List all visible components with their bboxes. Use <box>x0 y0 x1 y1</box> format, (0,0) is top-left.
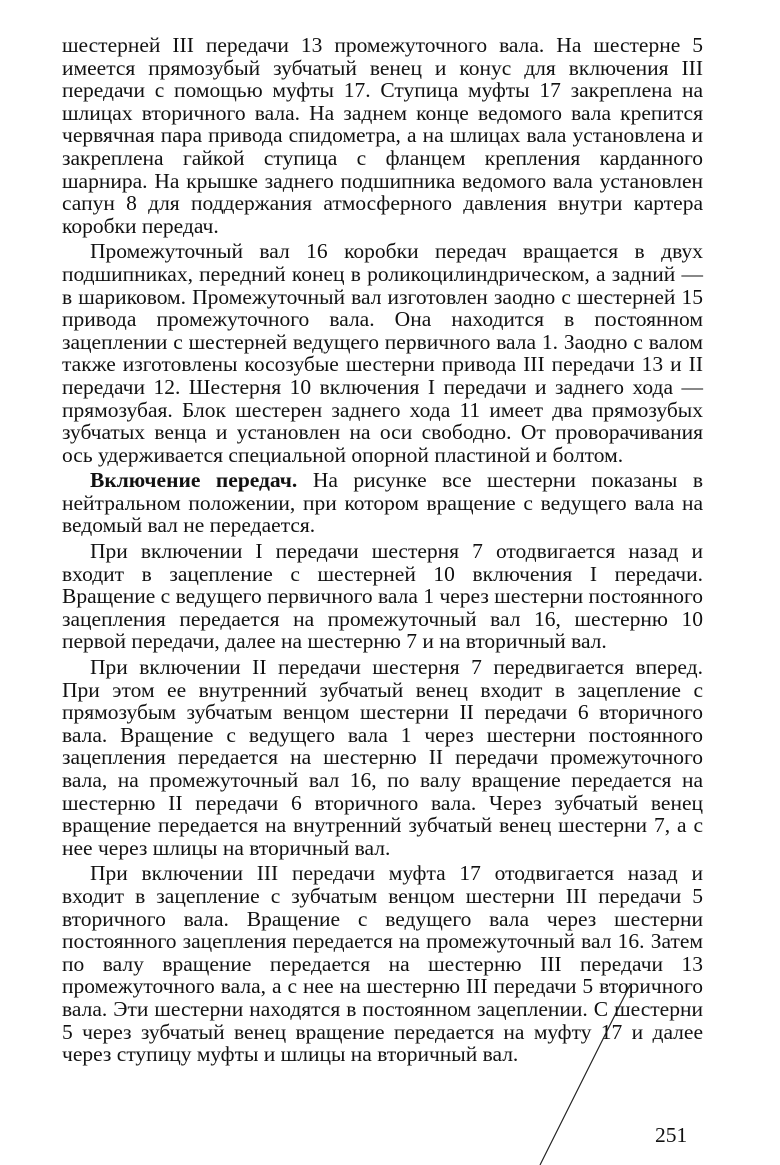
paragraph-2: Промежуточный вал 16 коробки передач вращается в двух подшипниках, передний конец в роликоцилиндрическом, а задний — в шариковом. Промежуточный вал изготовлен заодно с шестерней 15 привода промежуточного вала. Она находится в постоянном зацеплении с шестерней ведущего первичного вала 1. Заодно с валом также изготовлены косозубые шестерни привода III передачи 13 и II передачи 12. Шестерня 10 включения I передачи и заднего хода — прямозубая. Блок шестерен заднего хода 11 имеет два прямозубых зубчатых венца и установлен на оси свободно. От проворачивания ось удерживается специальной опорной пластиной и болтом. <box>62 239 703 467</box>
pencil-mark-lines <box>520 985 660 1165</box>
paragraph-5: При включении II передачи шестерня 7 передвигается вперед. При этом ее внутренний зубчатый венец входит в зацепление с прямозубым зубчатым венцом шестерни II передачи 6 вторичного вала. Вращение с ведущего вала 1 через шестерни постоянного зацепления передается на шестерню II передачи промежуточного вала, на промежуточный вал 16, по валу вращение передается на шестерню II передачи 6 вторичного вала. Через зубчатый венец вращение передается на внутренний зубчатый венец шестерни 7, а с нее через шлицы на вторичный вал. <box>62 655 703 860</box>
paragraph-3 <box>62 469 703 537</box>
paragraph-3-text: На рисунке все шестерни показаны в нейтральном положении, при котором вращение с ведущего вала на ведомый вал не передается. <box>62 468 703 538</box>
paragraph-4: При включении I передачи шестерня 7 отодвигается назад и входит в зацепление с шестерней 10 включения I передачи. Вращение с ведущего первичного вала 1 через шестерни постоянного зацепления передается на промежуточный вал 16, шестерню 10 первой передачи, далее на шестерню 7 и на вторичный вал. <box>62 539 703 654</box>
paragraph-6: При включении III передачи муфта 17 отодвигается назад и входит в зацепление с зубчатым венцом шестерни III передачи 5 вторичного вала. Вращение с ведущего вала через шестерни постоянного зацепления передается на промежуточный вал 16. Затем по валу вращение передается на шестерню III передачи 13 промежуточного вала, а с нее на шестерню III передачи 5 вторичного вала. Эти шестерни находятся в постоянном зацеплении. С шестерни 5 через зубчатый венец вращение передается на муфту 17 и далее через ступицу муфты и шлицы на вторичный вал. <box>62 861 703 1067</box>
page-body <box>62 34 703 1066</box>
section-heading: Включение передач. <box>90 468 298 493</box>
page-number: 251 <box>655 1123 688 1147</box>
paragraph-1: шестерней III передачи 13 промежуточного вала. На шестерне 5 имеется прямозубый зубчатый венец и конус для включения III передачи с помощью муфты 17. Ступица муфты 17 закреплена на шлицах вторичного вала. На заднем конце ведомого вала крепится червячная пара привода спидометра, а на шлицах вала установлена и закреплена гайкой ступица с фланцем крепления карданного шарнира. На крышке заднего подшипника ведомого вала установлен сапун 8 для поддержания атмосферного давления внутри картера коробки передач. <box>62 33 703 238</box>
